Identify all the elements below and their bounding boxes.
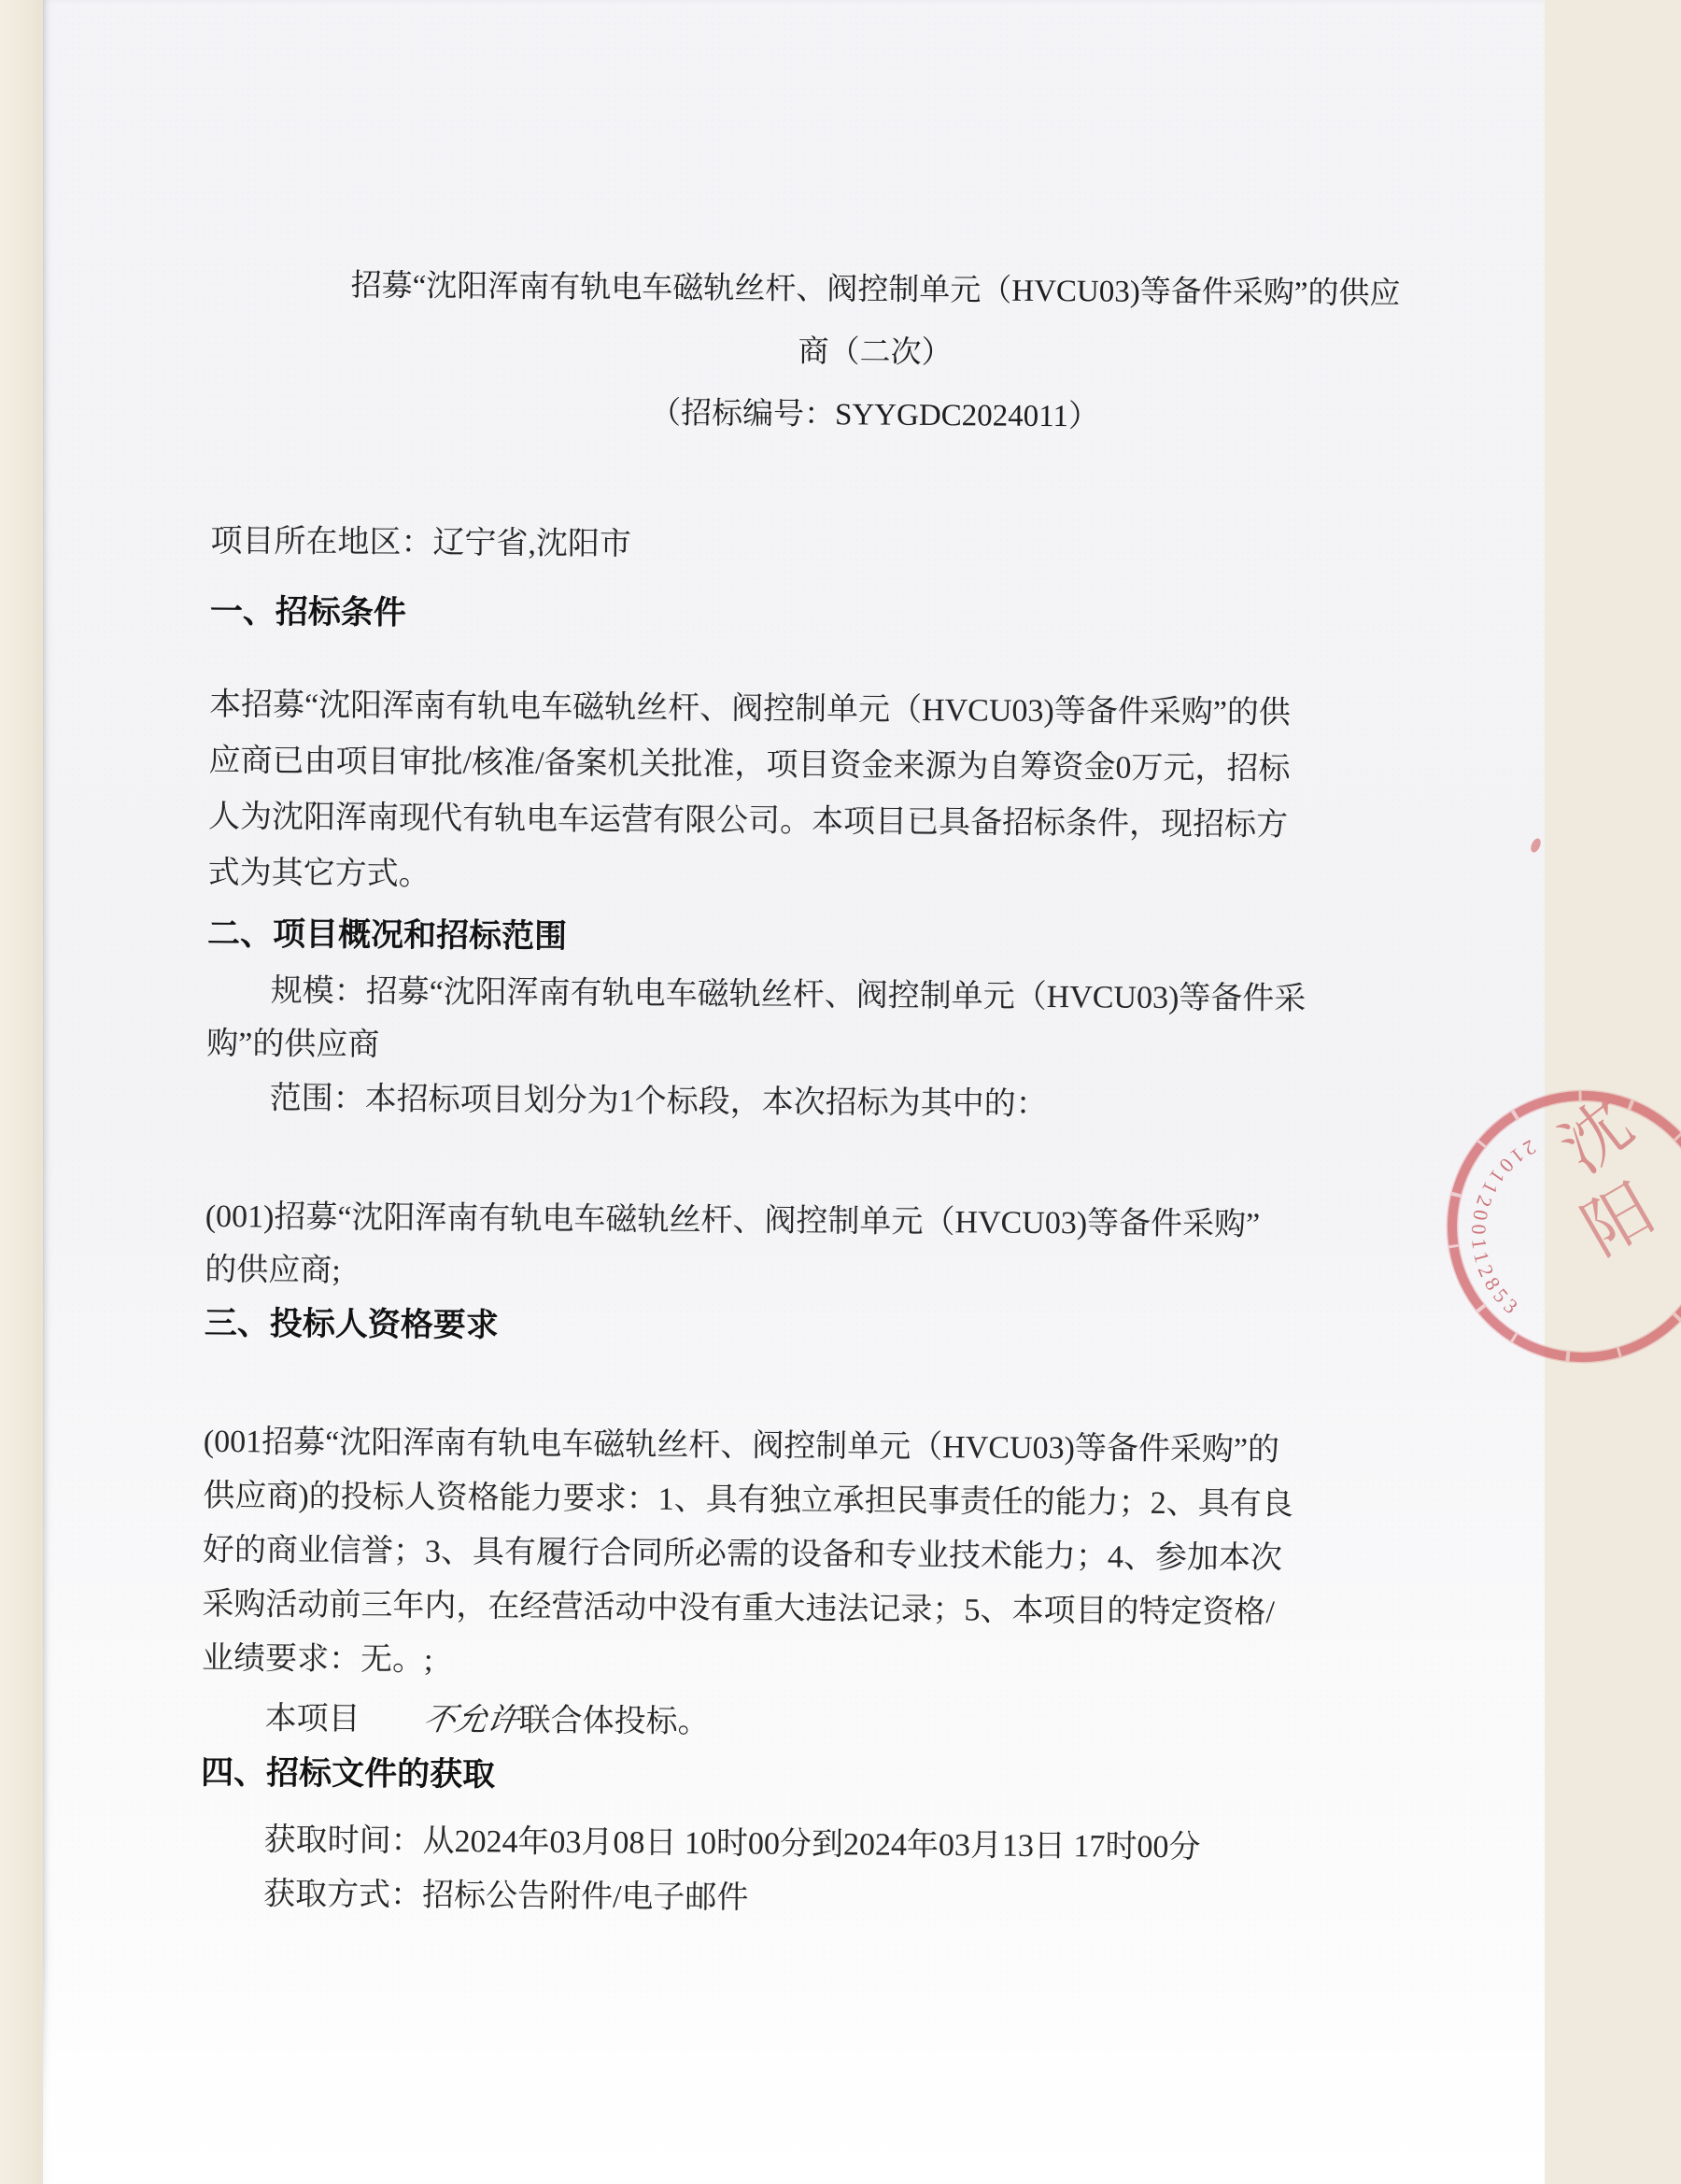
scale-paragraph (206, 964, 1375, 1080)
body-line: 采购活动前三年内，在经营活动中没有重大违法记录；5、本项目的特定资格/ (202, 1586, 1276, 1630)
body-line: (001)招募“沈阳浑南有轨电车磁轨丝杆、阀控制单元（HVCU03)等备件采购” (205, 1198, 1261, 1242)
section-1-paragraph (207, 677, 1377, 911)
section-1-heading: 一、招标条件 (209, 592, 407, 631)
body-line: 获取时间：从2024年03月08日 10时00分到2024年03月13日 17时00分 (263, 1822, 1201, 1865)
body-line: 供应商)的投标人资格能力要求：1、具有独立承担民事责任的能力；2、具有良 (203, 1478, 1293, 1523)
document-content (200, 0, 1401, 1931)
seal-name-char-1: 沈 (1547, 1086, 1646, 1187)
section-2-heading: 二、项目概况和招标范围 (206, 915, 568, 955)
seal-serial-number: 21011200112853 (1466, 1135, 1540, 1322)
body-line: 人为沈阳浑南现代有轨电车运营有限公司。本项目已具备招标条件，现招标方 (207, 799, 1289, 844)
joint-bid-line (201, 1692, 1368, 1755)
svg-text:21011200112853 (1467, 1135, 1540, 1321)
official-seal (1401, 1065, 1681, 1401)
title-line-2: 商（二次） (798, 334, 953, 371)
scope-paragraph (206, 1071, 1374, 1134)
body-line: 规模：招募“沈阳浑南有轨电车磁轨丝杆、阀控制单元（HVCU03)等备件采 (270, 973, 1307, 1017)
seal-name-char-2: 阳 (1571, 1170, 1667, 1269)
body-line: 范围：本招标项目划分为1个标段，本次招标为其中的： (269, 1081, 1048, 1123)
body-line: 式为其它方式。 (207, 855, 431, 892)
joint-bid-suffix: 联合体投标。 (518, 1703, 710, 1740)
body-line: 获取方式：招标公告附件/电子邮件 (262, 1877, 749, 1916)
seal-ink-speck (1529, 837, 1543, 854)
body-line: 本招募“沈阳浑南有轨电车磁轨丝杆、阀控制单元（HVCU03)等备件采购”的供 (208, 687, 1292, 731)
section-3-paragraph (202, 1415, 1371, 1695)
body-line: 应商已由项目审批/核准/备案机关批准，项目资金来源为自筹资金0万元，招标 (208, 743, 1291, 787)
body-line: 的供应商; (205, 1252, 341, 1289)
section-4-paragraph (200, 1813, 1368, 1931)
body-line: 购”的供应商 (206, 1026, 380, 1063)
document-title (290, 1, 1462, 452)
title-line-1: 招募“沈阳浑南有轨电车磁轨丝杆、阀控制单元（HVCU03)等备件采购”的供应 (350, 269, 1401, 311)
tender-number: （招标编号：SYYGDC2024011） (649, 396, 1100, 434)
body-line: (001招募“沈阳浑南有轨电车磁轨丝杆、阀控制单元（HVCU03)等备件采购”的 (203, 1424, 1280, 1468)
document-page (43, 0, 1667, 2184)
body-line: 业绩要求：无。; (201, 1640, 433, 1678)
body-line: 好的商业信誉；3、具有履行合同所必需的设备和专业技术能力；4、参加本次 (202, 1532, 1283, 1577)
joint-bid-prefix: 本项目 (264, 1701, 360, 1737)
section-3-heading: 三、投标人资格要求 (204, 1304, 500, 1344)
section-4-heading: 四、招标文件的获取 (200, 1753, 496, 1794)
joint-bid-emphasis: 不允许 (420, 1702, 522, 1738)
project-location: 项目所在地区：辽宁省,沈阳市 (210, 523, 632, 562)
lot-paragraph (205, 1190, 1373, 1306)
scanner-edge-strip (0, 0, 43, 2184)
